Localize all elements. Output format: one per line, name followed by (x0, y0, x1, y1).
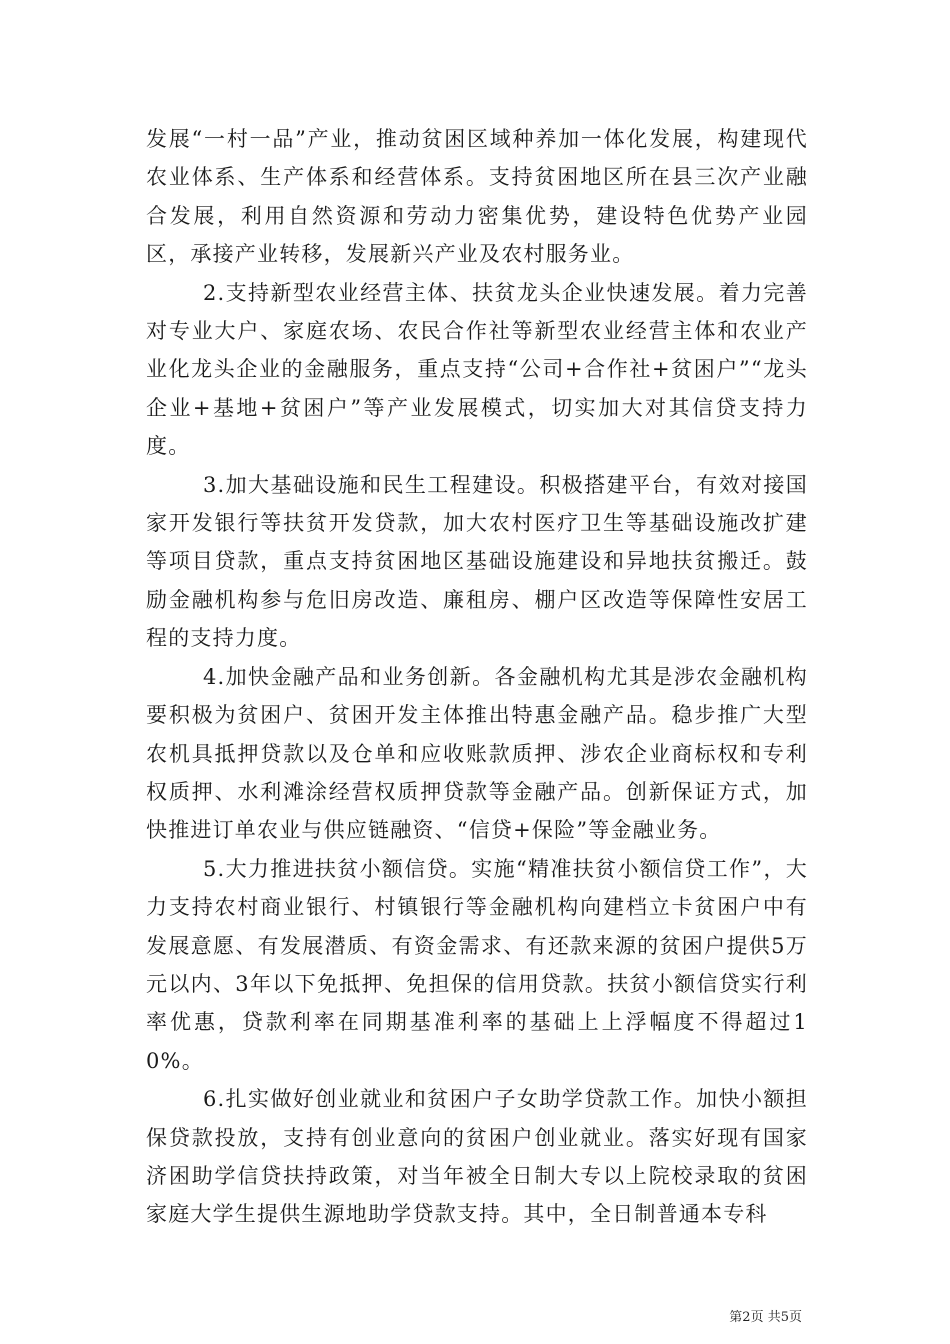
document-body (146, 120, 808, 1234)
total-pages: 5 (780, 1310, 789, 1325)
paragraph-item-6: 6.扎实做好创业就业和贫困户子女助学贷款工作。加快小额担保贷款投放，支持有创业意向的贫困户创业就业。落实好现有国家济困助学信贷扶持政策，对当年被全日制大专以上院校录取的贫困家庭大学生提供生源地助学贷款支持。其中，全日制普通本专科 (146, 1087, 808, 1227)
of-label: 页 共 (750, 1310, 781, 1325)
paragraph-item-2: 2.支持新型农业经营主体、扶贫龙头企业快速发展。着力完善对专业大户、家庭农场、农民合作社等新型农业经营主体和农业产业化龙头企业的金融服务，重点支持“公司+合作社+贫困户”“龙头企业+基地+贫困户”等产业发展模式，切实加大对其信贷支持力度。 (146, 280, 808, 459)
page-label: 第 (729, 1310, 743, 1325)
paragraph-continuation: 发展“一村一品”产业，推动贫困区域种养加一体化发展，构建现代农业体系、生产体系和经营体系。支持贫困地区所在县三次产业融合发展，利用自然资源和劳动力密集优势，建设特色优势产业园区，承接产业转移，发展新兴产业及农村服务业。 (146, 127, 808, 267)
page-suffix: 页 (788, 1310, 802, 1325)
paragraph-item-4: 4.加快金融产品和业务创新。各金融机构尤其是涉农金融机构要积极为贫困户、贫困开发主体推出特惠金融产品。稳步推广大型农机具抵押贷款以及仓单和应收账款质押、涉农企业商标权和专利权质押、水利滩涂经营权质押贷款等金融产品。创新保证方式，加快推进订单农业与供应链融资、“信贷+保险”等金融业务。 (146, 664, 808, 843)
paragraph-item-3: 3.加大基础设施和民生工程建设。积极搭建平台，有效对接国家开发银行等扶贫开发贷款，加大农村医疗卫生等基础设施改扩建等项目贷款，重点支持贫困地区基础设施建设和异地扶贫搬迁。鼓励金融机构参与危旧房改造、廉租房、棚户区改造等保障性安居工程的支持力度。 (146, 472, 808, 651)
page-footer (729, 1306, 802, 1325)
page-number: 2 (742, 1310, 751, 1325)
paragraph-item-5: 5.大力推进扶贫小额信贷。实施“精准扶贫小额信贷工作”，大力支持农村商业银行、村镇银行等金融机构向建档立卡贫困户中有发展意愿、有发展潜质、有资金需求、有还款来源的贫困户提供5万元以内、3年以下免抵押、免担保的信用贷款。扶贫小额信贷实行利率优惠，贷款利率在同期基准利率的基础上上浮幅度不得超过10%。 (146, 856, 808, 1073)
